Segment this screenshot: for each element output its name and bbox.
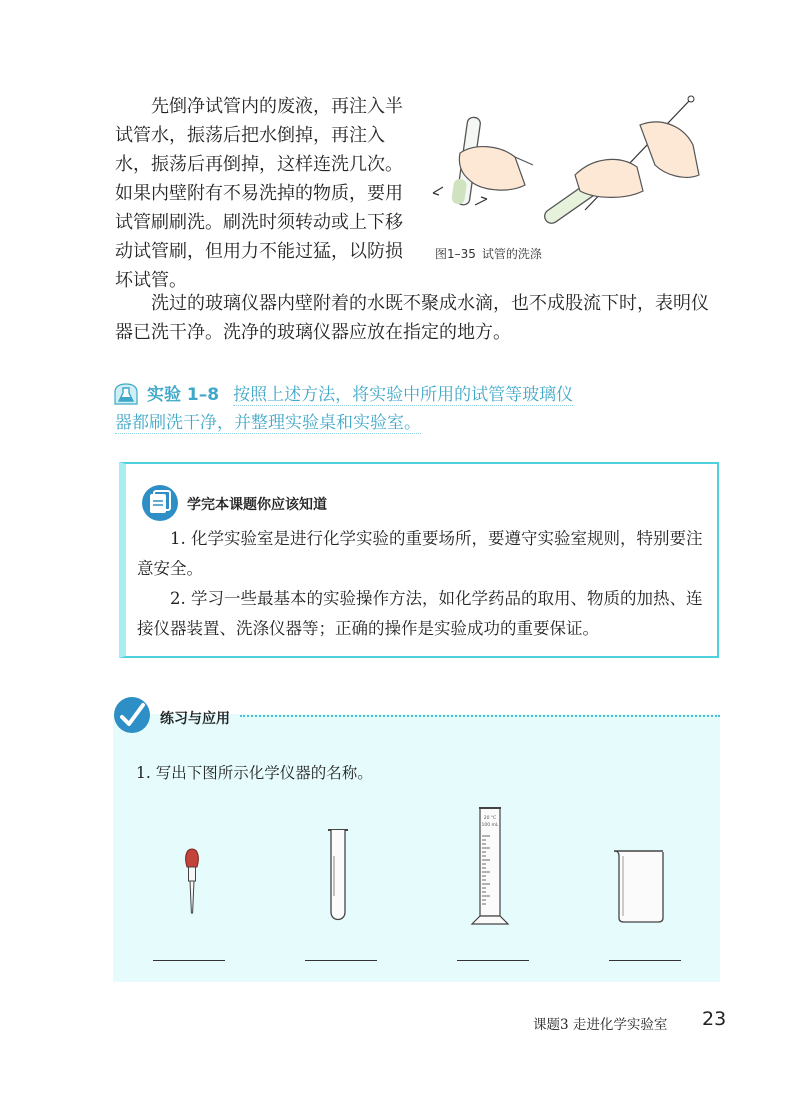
answer-line-4[interactable]	[609, 960, 681, 961]
summary-item-1: 1. 化学实验室是进行化学实验的重要场所，要遵守实验室规则，特别要注意安全。	[137, 529, 703, 578]
answer-line-2[interactable]	[305, 960, 377, 961]
footer-chapter-title: 课题3 走进化学实验室	[533, 1017, 668, 1033]
figure-caption	[435, 245, 548, 262]
answer-line-1[interactable]	[153, 960, 225, 961]
exercise-title: 练习与应用	[160, 711, 230, 727]
exercise-divider	[240, 715, 720, 717]
test-tube-drawing	[325, 826, 351, 926]
brushing-tube-illustration	[542, 96, 699, 226]
beaker-drawing	[612, 848, 668, 924]
experiment-title: 实验 1–8	[147, 385, 220, 405]
answer-line-3[interactable]	[457, 960, 529, 961]
figure-caption-text: 试管的洗涤	[481, 247, 542, 261]
experiment-text: 按照上述方法，将实验中所用的试管等玻璃仪器都刷洗干净，并整理实验桌和实验室。	[115, 385, 574, 433]
notebook-icon	[141, 484, 179, 522]
page-number: 23	[702, 1008, 727, 1030]
test-tube-washing-figure	[425, 95, 725, 245]
summary-box-items	[137, 524, 705, 644]
question-1: 1. 写出下图所示化学仪器的名称。	[136, 764, 373, 782]
experiment-1-8	[115, 381, 585, 437]
dropper-drawing	[180, 845, 204, 925]
shaking-tube-illustration	[433, 117, 533, 206]
graduated-cylinder-drawing	[470, 804, 510, 928]
summary-box-title: 学完本课题你应该知道	[187, 497, 327, 513]
intro-paragraph: 先倒净试管内的废液，再注入半试管水，振荡后把水倒掉，再注入水，振荡后再倒掉，这样连洗几次。如果内壁附有不易洗掉的物质，要用试管刷刷洗。刷洗时须转动或上下移动试管刷，但用力不能过猛，以防损坏试管。	[115, 96, 403, 291]
cylinder-temperature-mark: 20 °C	[483, 816, 497, 821]
figure-number: 图1–35	[435, 247, 476, 261]
clean-glassware-paragraph: 洗过的玻璃仪器内壁附着的水既不聚成水滴，也不成股流下时，表明仪器已洗干净。洗净的玻璃仪器应放在指定的地方。	[115, 293, 709, 343]
cylinder-volume-mark: 100 mL	[481, 823, 499, 828]
summary-item-2: 2. 学习一些最基本的实验操作方法，如化学药品的取用、物质的加热、连接仪器装置、洗涤仪器等；正确的操作是实验成功的重要保证。	[137, 589, 703, 638]
pen-check-icon	[113, 696, 151, 734]
